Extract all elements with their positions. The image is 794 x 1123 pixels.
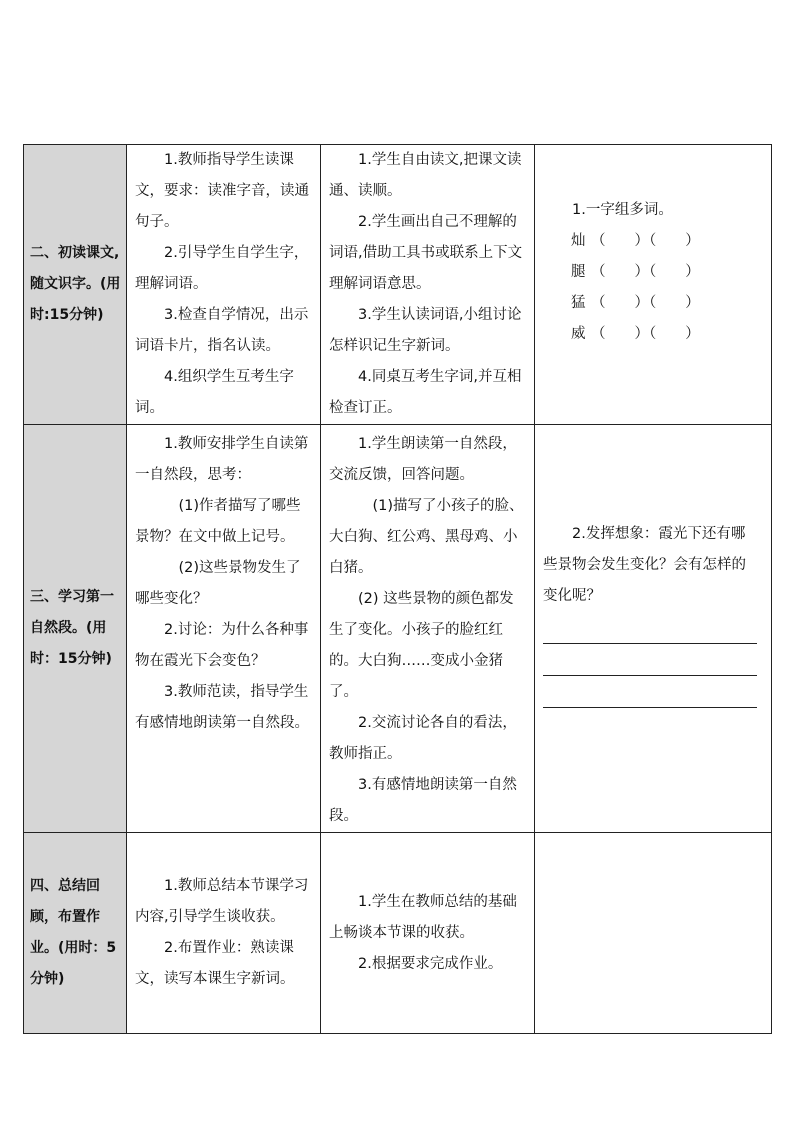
student-step: 1.学生朗读第一自然段，交流反馈，回答问题。: [329, 436, 517, 483]
student-step: 3.学生认读词语,小组讨论怎样识记生字新词。: [329, 307, 522, 354]
student-substep: (1)描写了小孩子的脸、大白狗、红公鸡、黑母鸡、小白猪。: [329, 498, 524, 576]
stage-cell: [24, 833, 127, 1034]
target-character: 腿: [571, 264, 586, 280]
answer-line[interactable]: [543, 644, 757, 676]
answer-line[interactable]: [543, 676, 757, 708]
target-character: 威: [571, 326, 586, 342]
teacher-step: 4.组织学生互考生字词。: [135, 369, 294, 416]
teacher-step: 3.教师范读，指导学生有感情地朗读第一自然段。: [135, 684, 309, 731]
table-row: [24, 425, 772, 833]
word-group-row: [543, 319, 759, 350]
answer-blanks[interactable]: （ ）（ ）: [591, 233, 700, 249]
answer-blanks[interactable]: （ ）（ ）: [591, 264, 700, 280]
student-activity-cell: [321, 145, 535, 425]
student-step: 2.交流讨论各自的看法，教师指正。: [329, 715, 517, 762]
exercise-cell: [535, 425, 772, 833]
student-step: 2.根据要求完成作业。: [358, 955, 503, 972]
target-character: 灿: [571, 233, 586, 249]
exercise-cell-empty: [535, 833, 772, 1034]
teacher-substep: (1)作者描写了哪些景物？在文中做上记号。: [135, 498, 301, 545]
teacher-activity-cell: [127, 833, 321, 1034]
student-step: 1.学生在教师总结的基础上畅谈本节课的收获。: [329, 893, 517, 941]
word-group-row: [543, 226, 759, 257]
student-step: 4.同桌互考生字词,并互相检查订正。: [329, 369, 522, 416]
teacher-step: 1.教师总结本节课学习内容,引导学生谈收获。: [135, 878, 309, 925]
table-row: [24, 145, 772, 425]
stage-label: 二、初读课文,随文识字。(用时:15分钟): [30, 245, 121, 323]
stage-cell: [24, 425, 127, 833]
teacher-step: 2.引导学生自学生字，理解词语。: [135, 245, 309, 292]
answer-blanks[interactable]: （ ）（ ）: [591, 326, 700, 342]
teacher-step: 1.教师安排学生自读第一自然段，思考：: [135, 436, 309, 483]
student-substep: (2) 这些景物的颜色都发生了变化。小孩子的脸红红的。大白狗……变成小金猪了。: [329, 591, 514, 700]
student-activity-cell: [321, 425, 535, 833]
teacher-substep: (2)这些景物发生了哪些变化？: [135, 560, 301, 607]
teacher-activity-cell: [127, 145, 321, 425]
stage-label: 三、学习第一自然段。(用时：15分钟): [30, 589, 114, 667]
student-step: 2.学生画出自己不理解的词语,借助工具书或联系上下文理解词语意思。: [329, 214, 523, 292]
exercise-question: 2.发挥想象：霞光下还有哪些景物会发生变化？会有怎样的变化呢？: [543, 526, 746, 604]
teacher-step: 3.检查自学情况，出示词语卡片，指名认读。: [135, 307, 309, 354]
stage-label: 四、总结回顾，布置作业。(用时：5分钟): [30, 878, 117, 987]
stage-cell: [24, 145, 127, 425]
teacher-activity-cell: [127, 425, 321, 833]
lesson-plan-table: [23, 144, 772, 1034]
teacher-step: 2.布置作业：熟读课文，读写本课生字新词。: [135, 940, 295, 987]
target-character: 猛: [571, 295, 586, 311]
student-activity-cell: [321, 833, 535, 1034]
answer-blanks[interactable]: （ ）（ ）: [591, 295, 700, 311]
student-step: 1.学生自由读文,把课文读通、读顺。: [329, 152, 522, 199]
exercise-cell: [535, 145, 772, 425]
teacher-step: 2.讨论：为什么各种事物在霞光下会变色？: [135, 622, 309, 669]
table-row: [24, 833, 772, 1034]
teacher-step: 1.教师指导学生读课文，要求：读准字音，读通句子。: [135, 152, 309, 230]
word-group-row: [543, 288, 759, 319]
student-step: 3.有感情地朗读第一自然段。: [329, 777, 517, 824]
word-group-row: [543, 257, 759, 288]
exercise-title: 1.一字组多词。: [572, 202, 673, 218]
answer-line[interactable]: [543, 612, 757, 644]
